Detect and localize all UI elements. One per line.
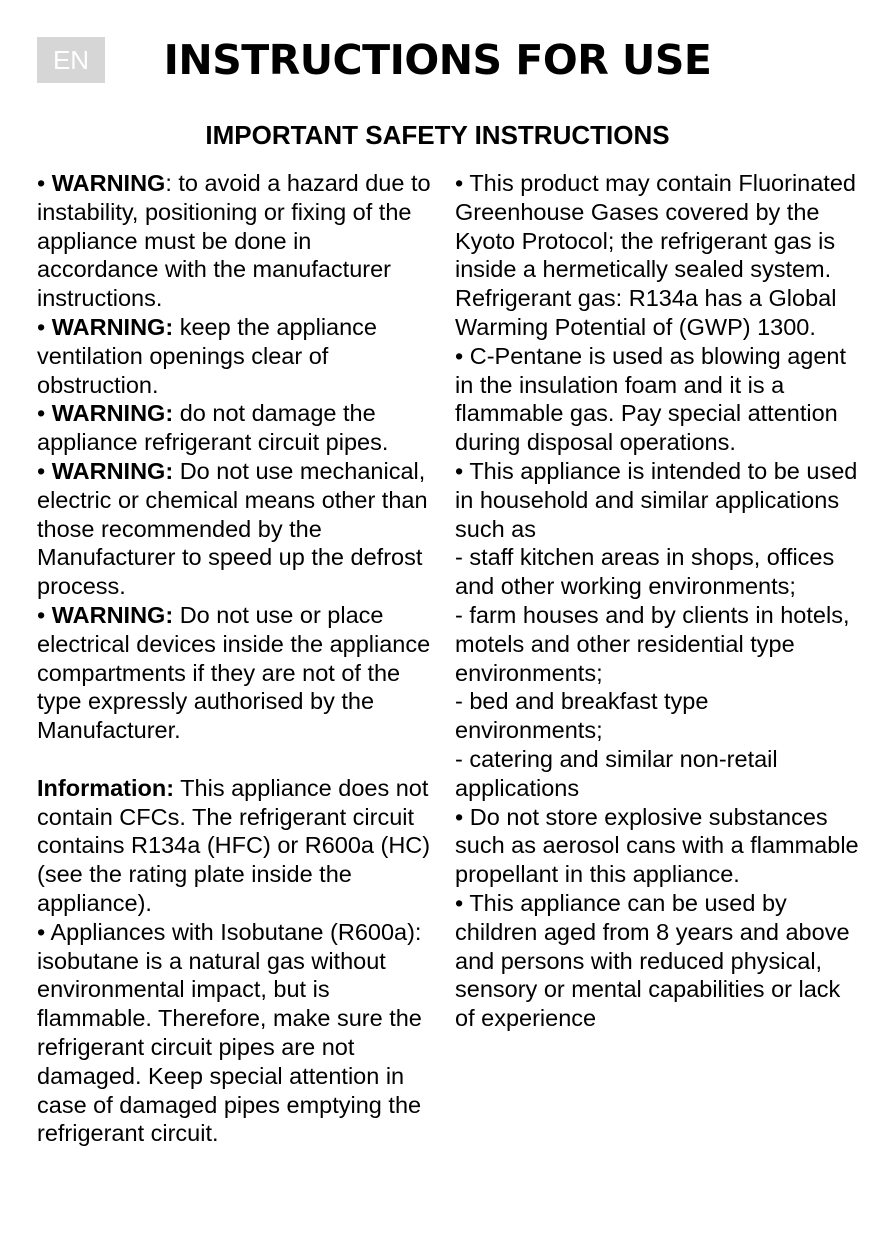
section-title: IMPORTANT SAFETY INSTRUCTIONS bbox=[205, 120, 670, 150]
explosives-paragraph: • Do not store explosive substances such as aerosol cans with a flammable propellant in this appliance. bbox=[455, 803, 859, 888]
right-column bbox=[455, 169, 860, 1033]
warning-label: WARNING: bbox=[51, 601, 174, 628]
warning-paragraph: • WARNING: to avoid a hazard due to instability, positioning or fixing of the appliance must be done in accordance with the manufacturer instructions. bbox=[37, 170, 431, 312]
warning-paragraph: • WARNING: Do not use mechanical, electric or chemical means other than those recommended by the Manufacturer to speed up the defrost process. bbox=[37, 457, 428, 600]
fluorinated-gases-paragraph: • This product may contain Fluorinated Greenhouse Gases covered by the Kyoto Protocol; the refrigerant gas is inside a hermetically sealed system. Refrigerant gas: R134a has a Global Warming Potential of (GWP) 1300. bbox=[455, 170, 856, 340]
warning-label: WARNING: bbox=[51, 457, 174, 484]
warning-label: WARNING bbox=[51, 170, 166, 196]
children-paragraph: • This appliance can be used by children aged from 8 years and above and persons with reduced physical, sensory or mental capabilities or lack of experience bbox=[455, 889, 850, 1032]
language-badge: EN bbox=[37, 37, 105, 83]
warning-paragraph: • WARNING: Do not use or place electrical devices inside the appliance compartments if they are not of the type expressly authorised by the Manufacturer. bbox=[37, 601, 431, 744]
warning-label: WARNING: bbox=[51, 313, 174, 340]
c-pentane-paragraph: • C-Pentane is used as blowing agent in the insulation foam and it is a flammable gas. Pay special attention during disposal operations. bbox=[455, 342, 846, 456]
use-list-item: - catering and similar non-retail applications bbox=[455, 745, 778, 801]
warning-paragraph: • WARNING: keep the appliance ventilation openings clear of obstruction. bbox=[37, 313, 377, 398]
warning-paragraph: • WARNING: do not damage the appliance refrigerant circuit pipes. bbox=[37, 400, 389, 456]
use-list-item: - farm houses and by clients in hotels, motels and other residential type environments; bbox=[455, 601, 850, 686]
information-label: Information: bbox=[37, 774, 175, 801]
left-column bbox=[37, 169, 439, 1148]
use-list-item: - bed and breakfast type environments; bbox=[455, 688, 709, 744]
information-paragraph: Information: This appliance does not contain CFCs. The refrigerant circuit contains R134a (HFC) or R600a (HC) (see the rating plate inside the appliance). bbox=[37, 774, 431, 916]
warning-label: WARNING: bbox=[51, 400, 174, 427]
isobutane-paragraph: • Appliances with Isobutane (R600a): isobutane is a natural gas without environmental impact, but is flammable. Therefore, make sure the refrigerant circuit pipes are not damaged. Keep special attention in case of damaged pipes emptying the refrigerant circuit. bbox=[37, 918, 422, 1147]
page-title: INSTRUCTIONS FOR USE bbox=[163, 36, 712, 84]
intended-use-paragraph: • This appliance is intended to be used in household and similar applications such as bbox=[455, 457, 858, 542]
use-list-item: - staff kitchen areas in shops, offices and other working environments; bbox=[455, 544, 835, 600]
